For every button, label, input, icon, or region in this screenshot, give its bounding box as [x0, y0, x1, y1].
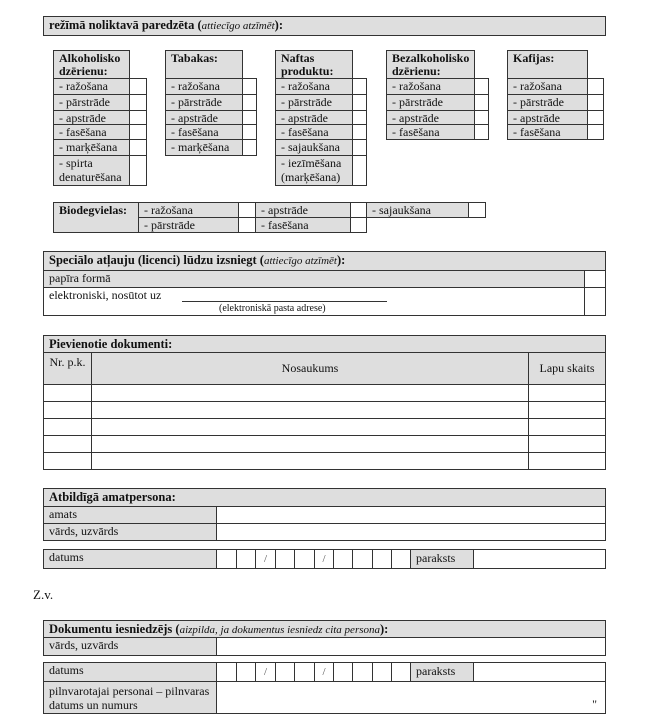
checkbox[interactable]: [474, 124, 489, 140]
email-hint: (elektroniskā pasta adrese): [219, 303, 326, 314]
license-option-email-label: elektroniski, nosūtot uz: [49, 288, 162, 302]
checkbox[interactable]: [352, 155, 367, 186]
checkbox[interactable]: [242, 94, 257, 111]
checklist-item-label: - pārstrāde: [507, 94, 588, 111]
checkbox[interactable]: [587, 94, 604, 111]
date-separator: /: [322, 553, 326, 565]
submitter-date-digit[interactable]: [314, 662, 334, 682]
date-separator: /: [263, 553, 268, 565]
submitter-name-label: vārds, uzvārds: [43, 637, 217, 656]
checkbox[interactable]: [352, 78, 367, 95]
checkbox[interactable]: [587, 78, 604, 95]
biofuel-item-label: - fasēšana: [255, 217, 351, 233]
documents-header: Pievienotie dokumenti:: [43, 335, 606, 353]
checkbox[interactable]: [468, 202, 486, 218]
official-name-label: vārds, uzvārds: [43, 523, 217, 541]
column-header-name: Nosaukums: [91, 352, 529, 385]
official-date-digit[interactable]: [294, 549, 315, 569]
official-date-digit[interactable]: [352, 549, 373, 569]
biofuel-item-label: - ražošana: [138, 202, 239, 218]
license-option-paper: papīra formā: [43, 270, 585, 288]
group-header: Bezalkoholisko dzērienu:: [386, 50, 475, 79]
checkbox[interactable]: [350, 202, 367, 218]
table-cell-nr[interactable]: [43, 401, 92, 419]
license-title: Speciālo atļauju (licenci) lūdzu izsniegt: [49, 253, 257, 267]
table-cell-name[interactable]: [91, 435, 529, 453]
submitter-date-digit[interactable]: [333, 662, 353, 682]
checklist-item-label: - fasēšana: [386, 124, 475, 140]
submitter-date-digit[interactable]: [255, 662, 276, 682]
checkbox[interactable]: [129, 139, 147, 156]
table-cell-pages[interactable]: [528, 452, 606, 470]
checklist-item-label: - apstrāde: [507, 110, 588, 125]
checkbox[interactable]: [584, 287, 606, 316]
checkbox[interactable]: [129, 94, 147, 111]
closing-quote: ": [592, 697, 597, 711]
checklist-item-label: - sajaukšana: [275, 139, 353, 156]
official-name-input[interactable]: [216, 523, 606, 541]
official-position-label: amats: [43, 506, 217, 524]
checkbox[interactable]: [242, 139, 257, 156]
checkbox[interactable]: [238, 217, 256, 233]
official-signature-label: paraksts: [410, 549, 474, 569]
stamp-place-label: Z.v.: [33, 587, 54, 602]
official-date-digit[interactable]: [314, 549, 334, 569]
checklist-item-label: - pārstrāde: [165, 94, 243, 111]
column-header-nr: Nr. p.k.: [43, 352, 92, 385]
checklist-item-label: - ražošana: [165, 78, 243, 95]
checkbox[interactable]: [587, 110, 604, 125]
checklist-item-label: - apstrāde: [386, 110, 475, 125]
submitter-signature-field[interactable]: [473, 662, 606, 682]
official-signature-field[interactable]: [473, 549, 606, 569]
submitter-note: aizpilda, ja dokumentus iesniedz cita persona: [179, 624, 381, 636]
official-date-digit[interactable]: [216, 549, 237, 569]
checkbox[interactable]: [129, 124, 147, 140]
submitter-header: [43, 620, 606, 638]
checklist-item-label: - pārstrāde: [53, 94, 130, 111]
checkbox[interactable]: [352, 110, 367, 125]
checkbox[interactable]: [352, 94, 367, 111]
checklist-item-label: - fasēšana: [165, 124, 243, 140]
paren-close: ):: [274, 18, 283, 32]
warehouse-header-title: režīmā noliktavā paredzēta: [49, 18, 195, 32]
date-separator: /: [322, 666, 326, 678]
table-cell-name[interactable]: [91, 418, 529, 436]
checklist-item-label: - fasēšana: [53, 124, 130, 140]
table-cell-name[interactable]: [91, 452, 529, 470]
checklist-item-label: - fasēšana: [507, 124, 588, 140]
paren-close: ):: [380, 622, 389, 636]
checklist-item-label: - apstrāde: [53, 110, 130, 125]
checklist-item-label: - ražošana: [386, 78, 475, 95]
official-date-digit[interactable]: [236, 549, 256, 569]
table-cell-pages[interactable]: [528, 384, 606, 402]
submitter-signature-label: paraksts: [410, 662, 474, 682]
paren-close: ):: [336, 253, 346, 267]
paren-open: (: [172, 622, 180, 636]
submitter-date-digit[interactable]: [352, 662, 373, 682]
table-cell-nr[interactable]: [43, 384, 92, 402]
checklist-item-label: - ražošana: [507, 78, 588, 95]
checkbox[interactable]: [584, 270, 606, 288]
biofuel-header: Biodegvielas:: [53, 202, 139, 233]
license-note: attiecīgo atzīmēt: [263, 255, 337, 267]
checklist-item-label: - spirta denaturēšana: [53, 155, 130, 186]
checklist-item-label: - apstrāde: [165, 110, 243, 125]
checkbox[interactable]: [242, 110, 257, 125]
table-cell-nr[interactable]: [43, 452, 92, 470]
official-date-digit[interactable]: [275, 549, 295, 569]
submitter-name-input[interactable]: [216, 637, 606, 656]
official-header: Atbildīgā amatpersona:: [43, 488, 606, 507]
checkbox[interactable]: [474, 78, 489, 95]
biofuel-item-label: - pārstrāde: [138, 217, 239, 233]
checklist-item-label: - ražošana: [53, 78, 130, 95]
official-date-label: datums: [43, 549, 217, 569]
group-header: Naftas produktu:: [275, 50, 353, 79]
group-header: Kafijas:: [507, 50, 588, 79]
checklist-item-label: - marķēšana: [165, 139, 243, 156]
table-cell-nr[interactable]: [43, 435, 92, 453]
submitter-date-label: datums: [43, 662, 217, 682]
submitter-date-digit[interactable]: [216, 662, 237, 682]
date-separator: /: [263, 666, 268, 678]
official-date-digit[interactable]: [333, 549, 353, 569]
checklist-item-label: - apstrāde: [275, 110, 353, 125]
submitter-date-digit[interactable]: [372, 662, 392, 682]
table-cell-pages[interactable]: [528, 435, 606, 453]
table-cell-name[interactable]: [91, 384, 529, 402]
power-of-attorney-input[interactable]: [216, 681, 606, 714]
checkbox[interactable]: [129, 110, 147, 125]
checkbox[interactable]: [474, 110, 489, 125]
checkbox[interactable]: [587, 124, 604, 140]
group-header: Tabakas:: [165, 50, 243, 79]
checklist-item-label: - pārstrāde: [275, 94, 353, 111]
license-header: [43, 251, 606, 271]
official-date-digit[interactable]: [255, 549, 276, 569]
paren-open: (: [256, 253, 264, 267]
table-cell-pages[interactable]: [528, 401, 606, 419]
submitter-title: Dokumentu iesniedzējs: [49, 622, 173, 636]
license-option-email: [43, 287, 585, 316]
official-date-digit[interactable]: [372, 549, 392, 569]
official-date-digit[interactable]: [391, 549, 412, 569]
checkbox[interactable]: [352, 124, 367, 140]
checkbox[interactable]: [238, 202, 256, 218]
official-position-input[interactable]: [216, 506, 606, 524]
checkbox[interactable]: [352, 139, 367, 156]
checkbox[interactable]: [474, 94, 489, 111]
table-cell-pages[interactable]: [528, 418, 606, 436]
submitter-date-digit[interactable]: [391, 662, 412, 682]
submitter-date-digit[interactable]: [294, 662, 315, 682]
paren-open: (: [194, 18, 202, 32]
submitter-date-digit[interactable]: [236, 662, 256, 682]
checkbox[interactable]: [129, 155, 147, 186]
warehouse-header-note: attiecīgo atzīmēt: [201, 20, 275, 32]
checklist-item-label: - fasēšana: [275, 124, 353, 140]
checkbox[interactable]: [129, 78, 147, 95]
power-of-attorney-label: pilnvarotajai personai – pilnvaras datums un numurs: [43, 681, 217, 714]
checkbox[interactable]: [242, 78, 257, 95]
table-cell-name[interactable]: [91, 401, 529, 419]
table-cell-nr[interactable]: [43, 418, 92, 436]
biofuel-item-label: - apstrāde: [255, 202, 351, 218]
column-header-pages: Lapu skaits: [528, 352, 606, 385]
warehouse-header: [43, 16, 606, 36]
group-header: Alkoholisko dzērienu:: [53, 50, 130, 79]
checklist-item-label: - pārstrāde: [386, 94, 475, 111]
submitter-date-digit[interactable]: [275, 662, 295, 682]
checklist-item-label: - marķēšana: [53, 139, 130, 156]
checkbox[interactable]: [242, 124, 257, 140]
checkbox[interactable]: [350, 217, 367, 233]
biofuel-item-label: - sajaukšana: [366, 202, 469, 218]
checklist-item-label: - iezīmēšana (marķēšana): [275, 155, 353, 186]
checklist-item-label: - ražošana: [275, 78, 353, 95]
